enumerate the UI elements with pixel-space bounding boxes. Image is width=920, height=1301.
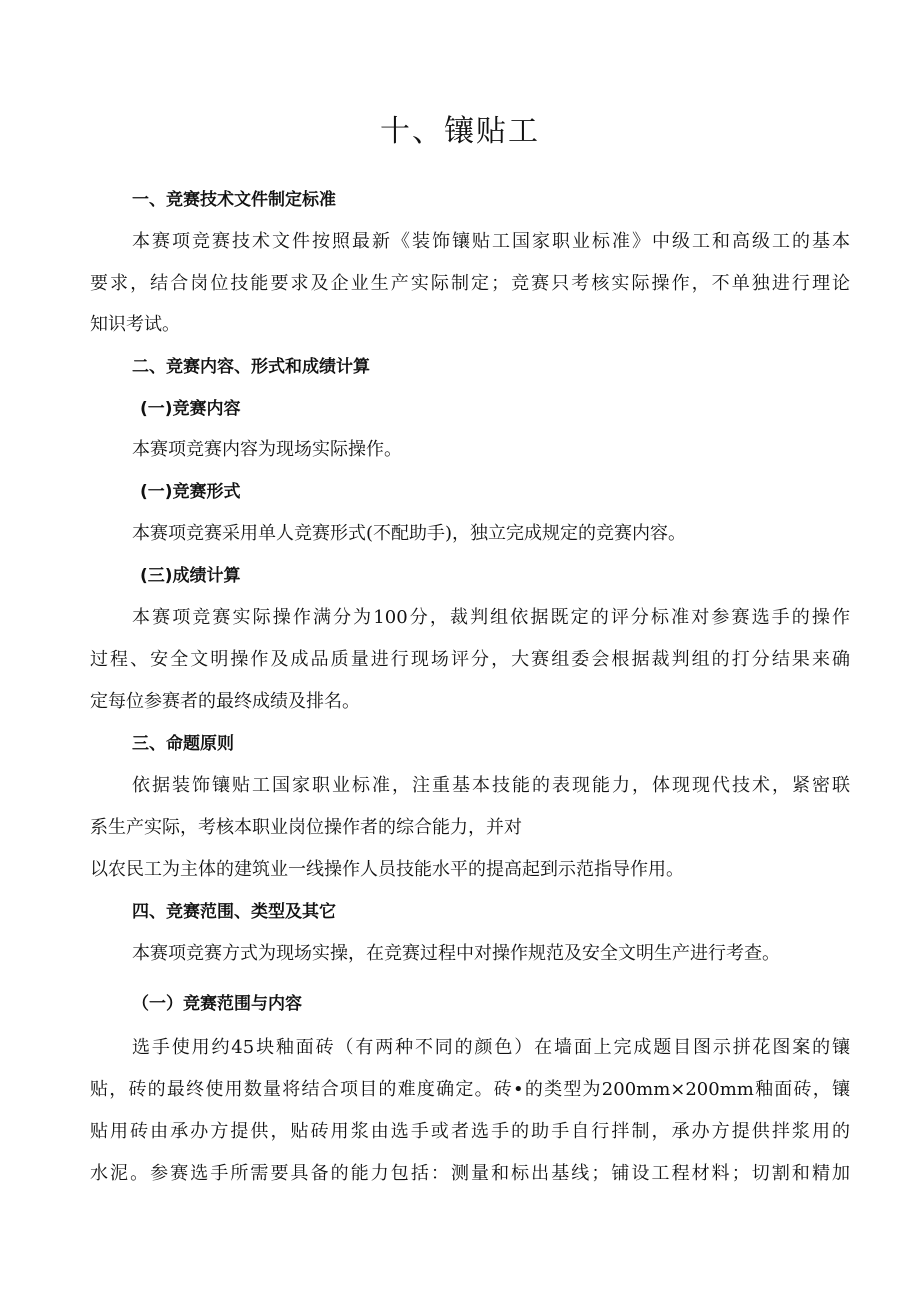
section-2b-heading: (一)竞赛形式 xyxy=(140,482,241,502)
section-2c-paragraph-line: 过程、安全文明操作及成品质量进行现场评分，大赛组委会根据裁判组的打分结果来确 xyxy=(90,649,850,670)
section-1-paragraph-line: 要求，结合岗位技能要求及企业生产实际制定；竞赛只考核实际操作，不单独进行理论 xyxy=(90,273,850,294)
section-1-paragraph-line: 知识考试。 xyxy=(90,314,180,335)
section-3-paragraph-line: 依据装饰镶贴工国家职业标准，注重基本技能的表现能力，体现现代技术，紧密联 xyxy=(132,775,850,796)
section-4-paragraph: 本赛项竞赛方式为现场实操，在竞赛过程中对操作规范及安全文明生产进行考查。 xyxy=(132,943,780,964)
section-1-heading: 一、竞赛技术文件制定标准 xyxy=(132,190,336,210)
section-4-heading: 四、竞赛范围、类型及其它 xyxy=(132,902,336,922)
section-2c-paragraph-line: 定每位参赛者的最终成绩及排名。 xyxy=(90,691,360,712)
section-4a-heading: （一）竞赛范围与内容 xyxy=(132,994,302,1014)
section-4a-paragraph-line: 选手使用约45块釉面砖（有两种不同的颜色）在墙面上完成题目图示拼花图案的镶 xyxy=(132,1037,850,1058)
section-3-heading: 三、命题原则 xyxy=(132,734,234,754)
section-4a-paragraph-line: 贴，砖的最终使用数量将结合项目的难度确定。砖•的类型为200mm×200mm釉面砖，镶 xyxy=(90,1079,850,1100)
section-4a-paragraph-line: 贴用砖由承办方提供，贴砖用浆由选手或者选手的助手自行拌制，承办方提供拌浆用的 xyxy=(90,1121,850,1142)
section-2a-heading: (一)竞赛内容 xyxy=(140,399,241,419)
section-2c-paragraph-line: 本赛项竞赛实际操作满分为100分，裁判组依据既定的评分标准对参赛选手的操作 xyxy=(132,607,850,628)
section-1-paragraph-line: 本赛项竞赛技术文件按照最新《装饰镶贴工国家职业标准》中级工和高级工的基本 xyxy=(132,231,850,252)
page-title: 十、镶贴工 xyxy=(380,114,540,149)
section-2a-paragraph: 本赛项竞赛内容为现场实际操作。 xyxy=(132,439,402,460)
section-3-paragraph-line: 系生产实际，考核本职业岗位操作者的综合能力，并对 xyxy=(90,817,522,838)
section-3-paragraph-line: 以农民工为主体的建筑业一线操作人员技能水平的提高起到示范指导作用。 xyxy=(90,859,684,880)
section-2c-heading: (三)成绩计算 xyxy=(140,566,241,586)
section-2b-paragraph: 本赛项竞赛采用单人竞赛形式(不配助手)，独立完成规定的竞赛内容。 xyxy=(132,523,687,544)
section-2-heading: 二、竞赛内容、形式和成绩计算 xyxy=(132,357,370,377)
section-4a-paragraph-line: 水泥。参赛选手所需要具备的能力包括：测量和标出基线；铺设工程材料；切割和精加 xyxy=(90,1163,850,1184)
